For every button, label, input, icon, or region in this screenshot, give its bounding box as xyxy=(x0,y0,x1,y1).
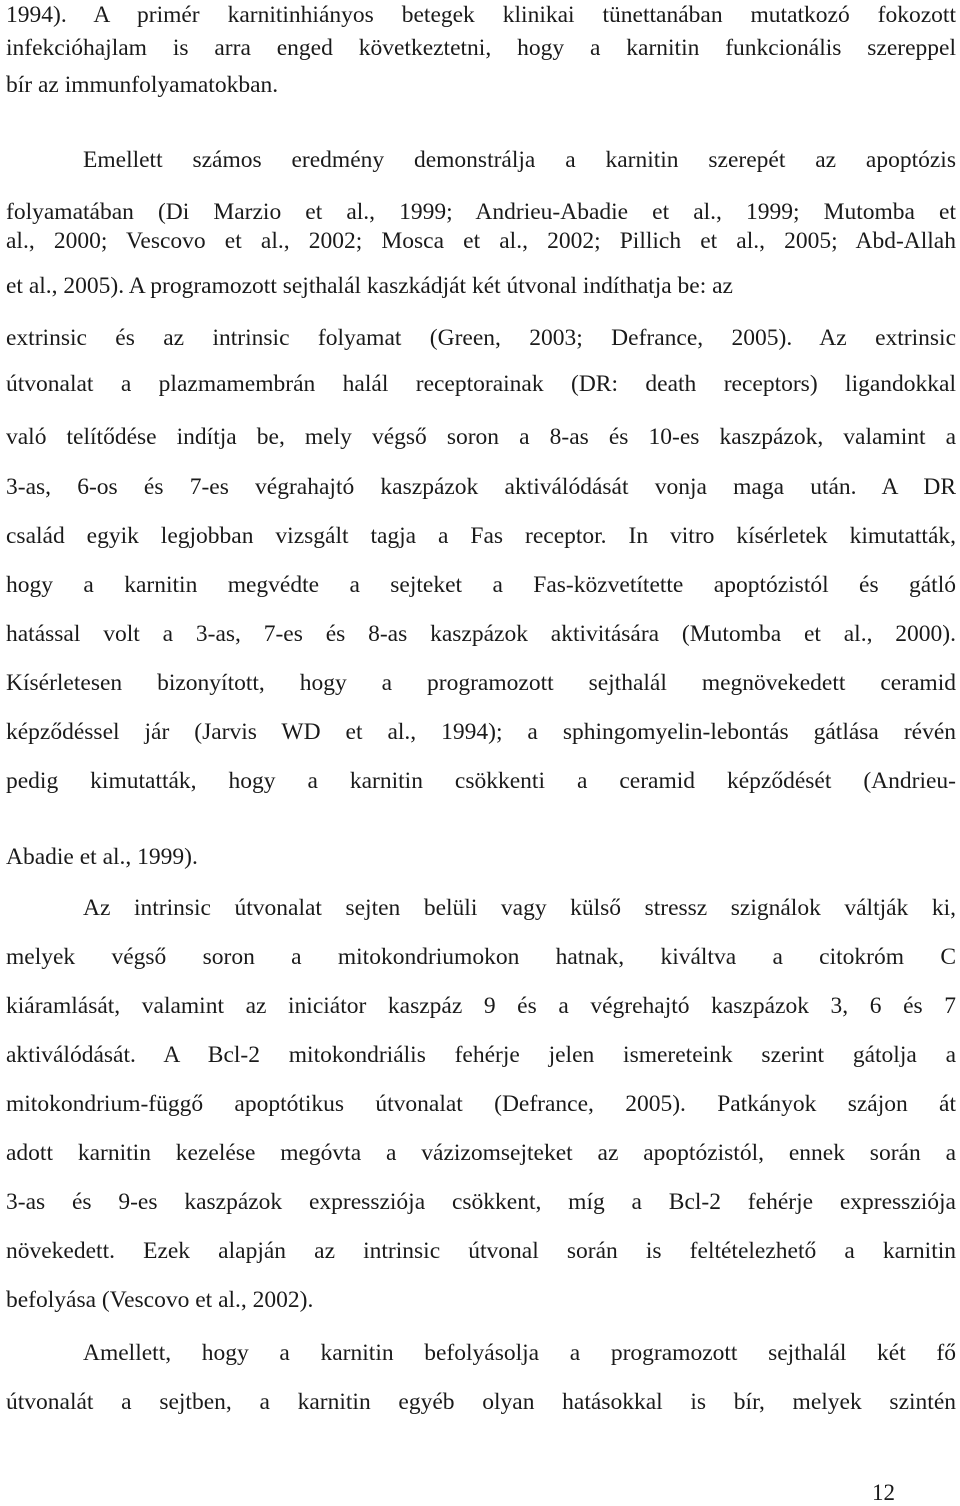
text-line: család egyik legjobban vizsgált tagja a Fas receptor. In vitro kísérletek kimutatták, xyxy=(6,523,956,549)
text-line: befolyása (Vescovo et al., 2002). xyxy=(6,1287,314,1313)
text-line: Amellett, hogy a karnitin befolyásolja a programozott sejthalál két fő xyxy=(83,1340,956,1366)
text-line: 3-as, 6-os és 7-es végrahajtó kaszpázok aktiválódását vonja maga után. A DR xyxy=(6,474,956,500)
text-line: adott karnitin kezelése megóvta a vázizomsejteket az apoptózistól, ennek során a xyxy=(6,1140,956,1166)
text-line: pedig kimutatták, hogy a karnitin csökkenti a ceramid képződését (Andrieu- xyxy=(6,768,956,794)
text-line: 3-as és 9-es kaszpázok expressziója csökkent, míg a Bcl-2 fehérje expressziója xyxy=(6,1189,956,1215)
text-line: mitokondrium-függő apoptótikus útvonalat (Defrance, 2005). Patkányok szájon át xyxy=(6,1091,956,1117)
text-line: bír az immunfolyamatokban. xyxy=(6,72,279,98)
text-line: folyamatában (Di Marzio et al., 1999; Andrieu-Abadie et al., 1999; Mutomba et xyxy=(6,199,956,225)
text-line: aktiválódását. A Bcl-2 mitokondriális fehérje jelen ismereteink szerint gátolja a xyxy=(6,1042,956,1068)
text-line: melyek végső soron a mitokondriumokon hatnak, kiváltva a citokróm C xyxy=(6,944,956,970)
text-line: Abadie et al., 1999). xyxy=(6,844,198,870)
text-line: Kísérletesen bizonyított, hogy a programozott sejthalál megnövekedett ceramid xyxy=(6,670,956,696)
text-line: való telítődése indítja be, mely végső soron a 8-as és 10-es kaszpázok, valamint a xyxy=(6,424,956,450)
text-line: hogy a karnitin megvédte a sejteket a Fas-közvetítette apoptózistól és gátló xyxy=(6,572,956,598)
text-line: Az intrinsic útvonalat sejten belüli vagy külső stressz szignálok váltják ki, xyxy=(83,895,956,921)
page-number: 12 xyxy=(872,1480,895,1505)
text-line: képződéssel jár (Jarvis WD et al., 1994); a sphingomyelin-lebontás gátlása révén xyxy=(6,719,956,745)
text-line: útvonalát a sejtben, a karnitin egyéb olyan hatásokkal is bír, melyek szintén xyxy=(6,1389,956,1415)
text-line: 1994). A primér karnitinhiányos betegek klinikai tünettanában mutatkozó fokozott xyxy=(6,2,956,28)
text-line: extrinsic és az intrinsic folyamat (Green, 2003; Defrance, 2005). Az extrinsic xyxy=(6,325,956,351)
text-line: növekedett. Ezek alapján az intrinsic útvonal során is feltételezhető a karnitin xyxy=(6,1238,956,1264)
text-line: et al., 2005). A programozott sejthalál kaszkádját két útvonal indíthatja be: az xyxy=(6,273,733,299)
text-line: al., 2000; Vescovo et al., 2002; Mosca et al., 2002; Pillich et al., 2005; Abd-Allah xyxy=(6,228,956,254)
text-line: infekcióhajlam is arra enged következtetni, hogy a karnitin funkcionális szereppel xyxy=(6,35,956,61)
text-line: hatással volt a 3-as, 7-es és 8-as kaszpázok aktivitására (Mutomba et al., 2000). xyxy=(6,621,956,647)
text-line: Emellett számos eredmény demonstrálja a karnitin szerepét az apoptózis xyxy=(83,147,956,173)
text-line: kiáramlását, valamint az iniciátor kaszpáz 9 és a végrehajtó kaszpázok 3, 6 és 7 xyxy=(6,993,956,1019)
text-line: útvonalat a plazmamembrán halál receptorainak (DR: death receptors) ligandokkal xyxy=(6,371,956,397)
